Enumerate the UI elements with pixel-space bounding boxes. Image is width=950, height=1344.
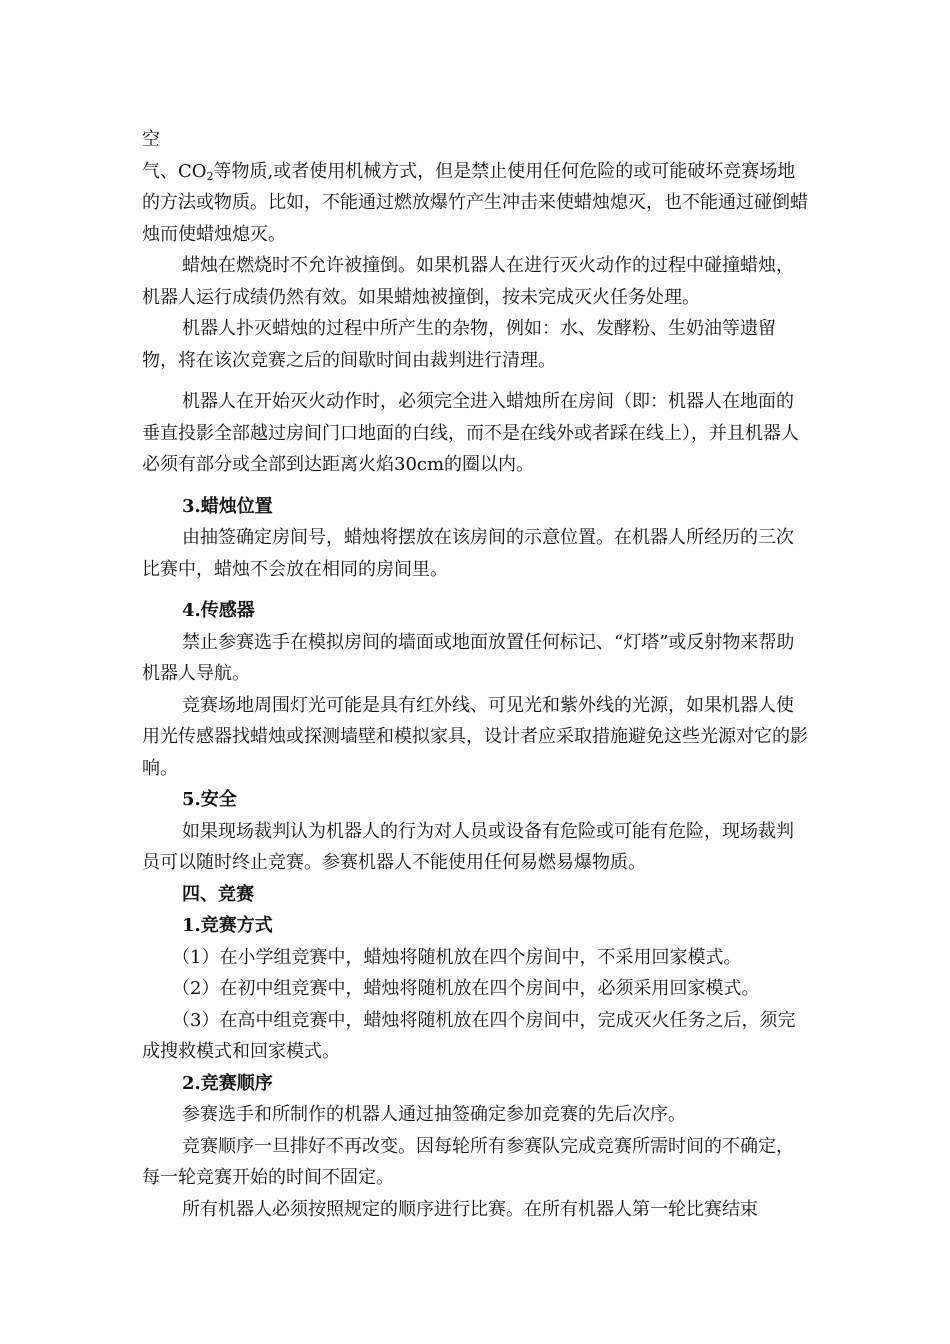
text-fragment: 空 — [142, 129, 160, 150]
section-heading-competition-order: 2.竞赛顺序 — [182, 1072, 273, 1094]
document-page — [142, 118, 810, 1225]
list-item-senior: （3）在高中组竞赛中，蜡烛将随机放在四个房间中，完成灭火任务之后，须完成搜救模式和回家模式。 — [142, 1009, 796, 1062]
text-run: 气、CO — [142, 160, 207, 182]
paragraph-candle-knockdown: 蜡烛在燃烧时不允许被撞倒。如果机器人在进行灭火动作的过程中碰撞蜡烛，机器人运行成绩仍然有效。如果蜡烛被撞倒，按未完成灭火任务处理。 — [142, 255, 794, 308]
section-heading-competition-mode: 1.竞赛方式 — [182, 915, 273, 936]
paragraph-extinguish-methods — [142, 156, 810, 251]
paragraph-order-rule: 所有机器人必须按照规定的顺序进行比赛。在所有机器人第一轮比赛结束 — [182, 1198, 758, 1220]
section-heading-sensors: 4.传感器 — [182, 600, 255, 621]
paragraph-order-fixed: 竞赛顺序一旦排好不再改变。因每轮所有参赛队完成竞赛所需时间的不确定，每一轮竞赛开始的时间不固定。 — [142, 1135, 794, 1188]
paragraph-lighting: 竞赛场地周围灯光可能是具有红外线、可见光和紫外线的光源，如果机器人使用光传感器找蜡烛或探测墙壁和模拟家具，设计者应采取措施避免这些光源对它的影响。 — [142, 694, 808, 779]
paragraph-candle-position: 由抽签确定房间号，蜡烛将摆放在该房间的示意位置。在机器人所经历的三次比赛中，蜡烛不会放在相同的房间里。 — [142, 527, 794, 580]
paragraph-room-entry: 机器人在开始灭火动作时，必须完全进入蜡烛所在房间（即：机器人在地面的垂直投影全部越过房间门口地面的白线，而不是在线外或者踩在线上），并且机器人必须有部分或全部到达距离火焰30cm的圈以内。 — [142, 391, 799, 475]
text-run: 等物质,或者使用机械方式，但是禁止使用任何危险的或可能破坏竞赛场地的方法或物质。比如，不能通过燃放爆竹产生冲击来使蜡烛熄灭，也不能通过碰倒蜡烛而使蜡烛熄灭。 — [142, 160, 808, 245]
section-heading-candle-position: 3.蜡烛位置 — [182, 495, 273, 517]
paragraph-no-markers: 禁止参赛选手在模拟房间的墙面或地面放置任何标记、“灯塔”或反射物来帮助机器人导航。 — [142, 631, 795, 684]
list-item-primary: （1）在小学组竞赛中，蜡烛将随机放在四个房间中，不采用回家模式。 — [172, 946, 742, 968]
paragraph-draw-order: 参赛选手和所制作的机器人通过抽签确定参加竞赛的先后次序。 — [182, 1104, 686, 1125]
paragraph-debris-cleanup: 机器人扑灭蜡烛的过程中所产生的杂物，例如：水、发酵粉、生奶油等遗留物，将在该次竞赛之后的间歇时间由裁判进行清理。 — [142, 318, 776, 371]
paragraph-safety: 如果现场裁判认为机器人的行为对人员或设备有危险或可能有危险，现场裁判员可以随时终止竞赛。参赛机器人不能使用任何易燃易爆物质。 — [142, 820, 794, 873]
chapter-heading-competition: 四、竞赛 — [182, 883, 254, 905]
section-heading-safety: 5.安全 — [182, 789, 237, 810]
subscript-2: 2 — [206, 169, 214, 183]
list-item-junior: （2）在初中组竞赛中，蜡烛将随机放在四个房间中，必须采用回家模式。 — [172, 978, 760, 999]
